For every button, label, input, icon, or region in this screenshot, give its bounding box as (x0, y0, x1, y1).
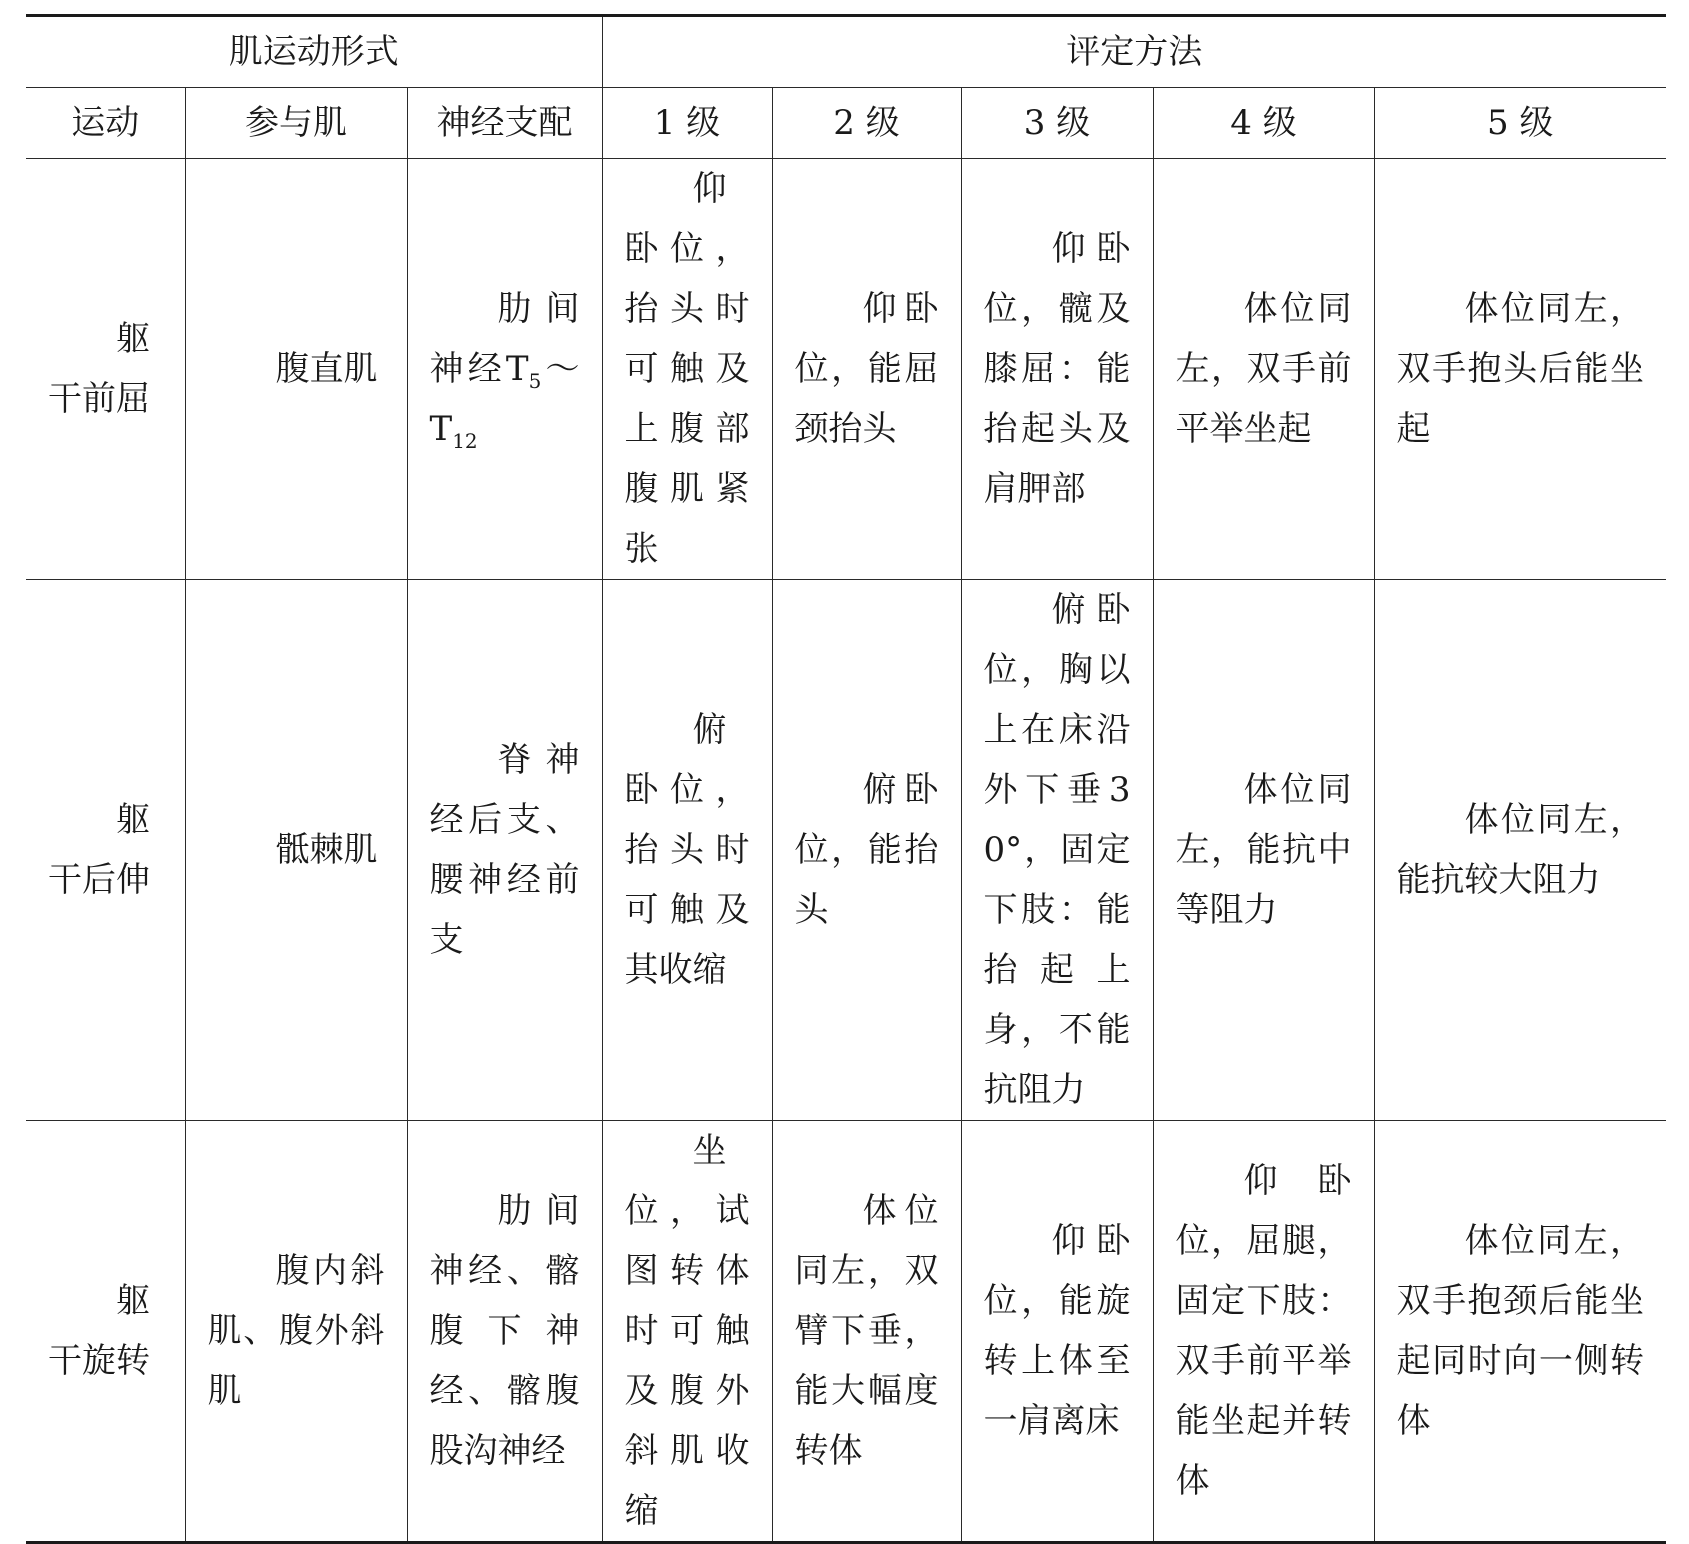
muscles-cell: 腹直肌 (185, 159, 407, 580)
group-header-row (26, 16, 1666, 88)
nerve-prefix: 肋间神经 (429, 289, 580, 389)
nerve-t-end-subscript: 12 (452, 429, 478, 453)
grade-2-cell: 仰卧位，能屈颈抬头 (772, 159, 961, 580)
document-page (26, 14, 1666, 1544)
column-header-grade-2: 2 级 (772, 88, 961, 159)
nerve-range-separator: ～ (541, 349, 580, 389)
grade-3-cell: 仰卧位，髋及膝屈：能抬起头及肩胛部 (961, 159, 1153, 580)
nerve-cell (407, 159, 602, 580)
muscles-cell: 腹内斜肌、腹外斜肌 (185, 1121, 407, 1543)
grade-5-cell: 体位同左，能抗较大阻力 (1374, 580, 1666, 1121)
nerve-cell: 脊神经后支、腰神经前支 (407, 580, 602, 1121)
group-header-evaluation-method: 评定方法 (602, 16, 1666, 88)
group-header-muscle-movement: 肌运动形式 (26, 16, 602, 88)
column-header-movement: 运动 (26, 88, 185, 159)
movement-cell: 躯干后伸 (26, 580, 185, 1121)
column-header-muscles: 参与肌 (185, 88, 407, 159)
grade-1-cell: 仰卧位，抬头时可触及上腹部腹肌紧张 (602, 159, 772, 580)
table-row (26, 580, 1666, 1121)
nerve-t-start: T (505, 349, 529, 389)
grade-3-cell: 仰卧位，能旋转上体至一肩离床 (961, 1121, 1153, 1543)
column-header-row (26, 88, 1666, 159)
nerve-cell: 肋间神经、髂腹下神经、髂腹股沟神经 (407, 1121, 602, 1543)
grade-2-cell: 俯卧位，能抬头 (772, 580, 961, 1121)
grade-1-cell: 坐位，试图转体时可触及腹外斜肌收缩 (602, 1121, 772, 1543)
grade-5-cell: 体位同左，双手抱头后能坐起 (1374, 159, 1666, 580)
column-header-grade-1: 1 级 (602, 88, 772, 159)
grade-3-cell: 俯卧位，胸以上在床沿外下垂30°，固定下肢：能抬起上身，不能抗阻力 (961, 580, 1153, 1121)
grade-2-cell: 体位同左，双臂下垂，能大幅度转体 (772, 1121, 961, 1543)
table-row (26, 1121, 1666, 1543)
column-header-nerve: 神经支配 (407, 88, 602, 159)
nerve-t-start-subscript: 5 (528, 369, 542, 393)
nerve-t-end: T (429, 409, 453, 449)
movement-cell: 躯干旋转 (26, 1121, 185, 1543)
grade-4-cell: 体位同左，能抗中等阻力 (1153, 580, 1374, 1121)
muscle-test-table (26, 14, 1666, 1544)
grade-1-cell: 俯卧位，抬头时可触及其收缩 (602, 580, 772, 1121)
column-header-grade-3: 3 级 (961, 88, 1153, 159)
column-header-grade-5: 5 级 (1374, 88, 1666, 159)
grade-4-cell: 体位同左，双手前平举坐起 (1153, 159, 1374, 580)
table-row (26, 159, 1666, 580)
movement-cell: 躯干前屈 (26, 159, 185, 580)
grade-5-cell: 体位同左，双手抱颈后能坐起同时向一侧转体 (1374, 1121, 1666, 1543)
column-header-grade-4: 4 级 (1153, 88, 1374, 159)
muscles-cell: 骶棘肌 (185, 580, 407, 1121)
grade-4-cell: 仰卧位，屈腿，固定下肢：双手前平举能坐起并转体 (1153, 1121, 1374, 1543)
